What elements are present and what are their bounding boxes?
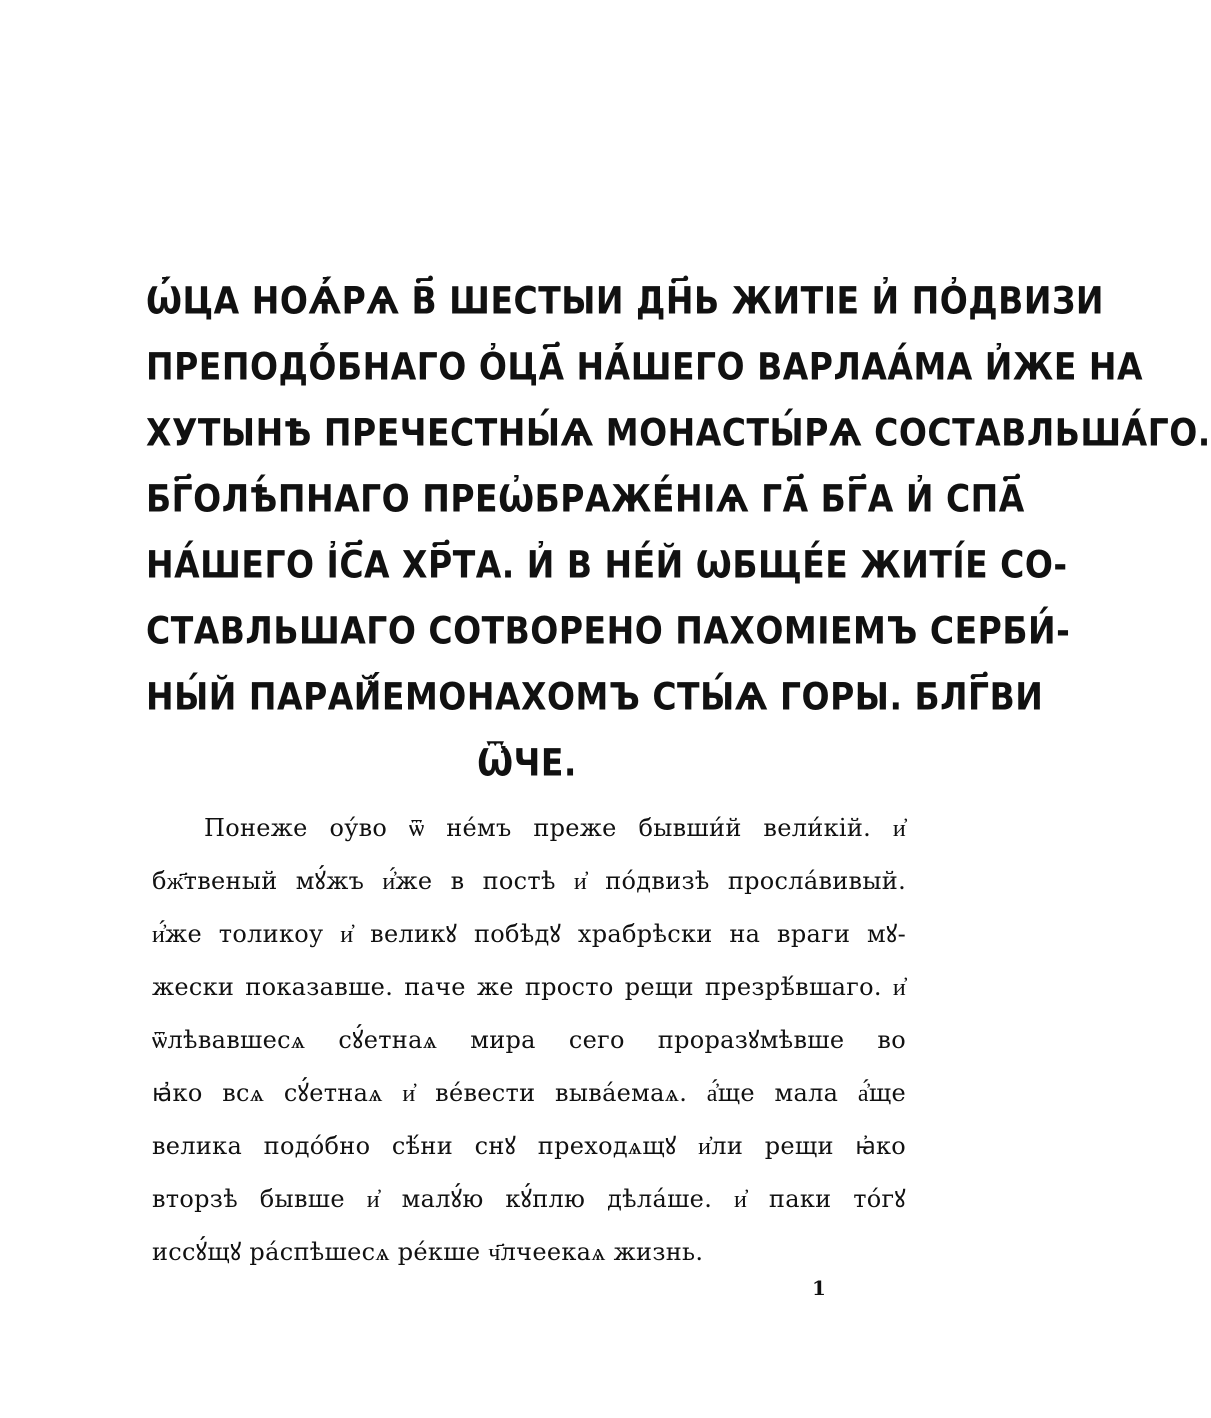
body-line-4: жески показавше. паче же просто рещи презрѣ́вшаго. и҆ (152, 973, 906, 1001)
chapter-heading (146, 268, 1211, 796)
body-line-8: вторзѣ бывше и҆ малꙋ́ю кꙋ́плю дѣла́ше. и҆ паки то́гꙋ (152, 1185, 906, 1213)
body-line-9: иссꙋ́щꙋ ра́спѣшесѧ ре́кше ч҃лчеекаѧ жизнь. (152, 1238, 704, 1266)
body-line-5: ѿлѣвавшесѧ сꙋ́етнаѧ мира сего проразꙋмѣвше во (152, 1026, 906, 1054)
heading-line-7: НЫ́Й ПАРАЙ̈́ЕМОНАХОМЪ СТЫ́Ѧ ГОРЫ. БЛГ҃ВИ (146, 674, 1044, 719)
heading-line-4: БГ҃ОЛѢ́ПНАГО ПРЕѠ҆БРАЖЕ́НІѦ ГА҃ БГ҃А И҆ СПА҃ (146, 476, 1025, 521)
page-number: 1 (812, 1276, 826, 1300)
body-line-1: Понеже оу́во ѿ не́мъ преже бывши́й вели́кій. и҆ (204, 814, 906, 842)
heading-line-6: СТАВЛЬШАГО СОТВОРЕНО ПАХОМІЕМЪ СЕРБИ́- (146, 608, 1071, 653)
heading-line-2: ПРЕПОДО҆́БНАГО О҆ЦА҃ НА҆́ШЕГО ВАРЛАА́МА И҆ЖЕ НА (146, 344, 1144, 389)
body-line-6: ꙗ҆ко всѧ сꙋ́етнаѧ и҆ ве́вести выва́емаѧ. а҆́ще мала а҆́ще (152, 1079, 906, 1107)
heading-line-1: Ѡ҆́ЦА НОѦ҆́РѦ В҃ ШЕСТЫИ ДН҃Ь ЖИТІЕ И҆ ПО҆ДВИЗИ (146, 278, 1105, 323)
heading-line-8: Ѿ҆ЧЕ. (477, 740, 577, 785)
body-line-7: велика подо́бно сѣ́ни снꙋ преходѧщꙋ и҆ли рещи ꙗ҆ко (152, 1132, 906, 1160)
body-paragraph (152, 802, 906, 1279)
heading-line-5: НА́ШЕГО І҆С҃А ХР҃ТА. И҆ В НЕ́Й ѠБЩЕ́Е ЖИТІ́Е СО- (146, 542, 1068, 587)
heading-line-3: ХУТЫНѢ ПРЕЧЕСТНЫ́Ѧ МОНАСТЫ́РѦ СОСТАВЛЬША́ГО. (146, 410, 1211, 455)
body-line-2: бж҃твеный мꙋ́жъ и҆́же в постѣ и҆ по́двизѣ просла́вивый. (152, 867, 906, 895)
body-line-3: и҆́же толикоу и҆ великꙋ побѣдꙋ храбрѣски на враги мꙋ- (152, 920, 906, 948)
